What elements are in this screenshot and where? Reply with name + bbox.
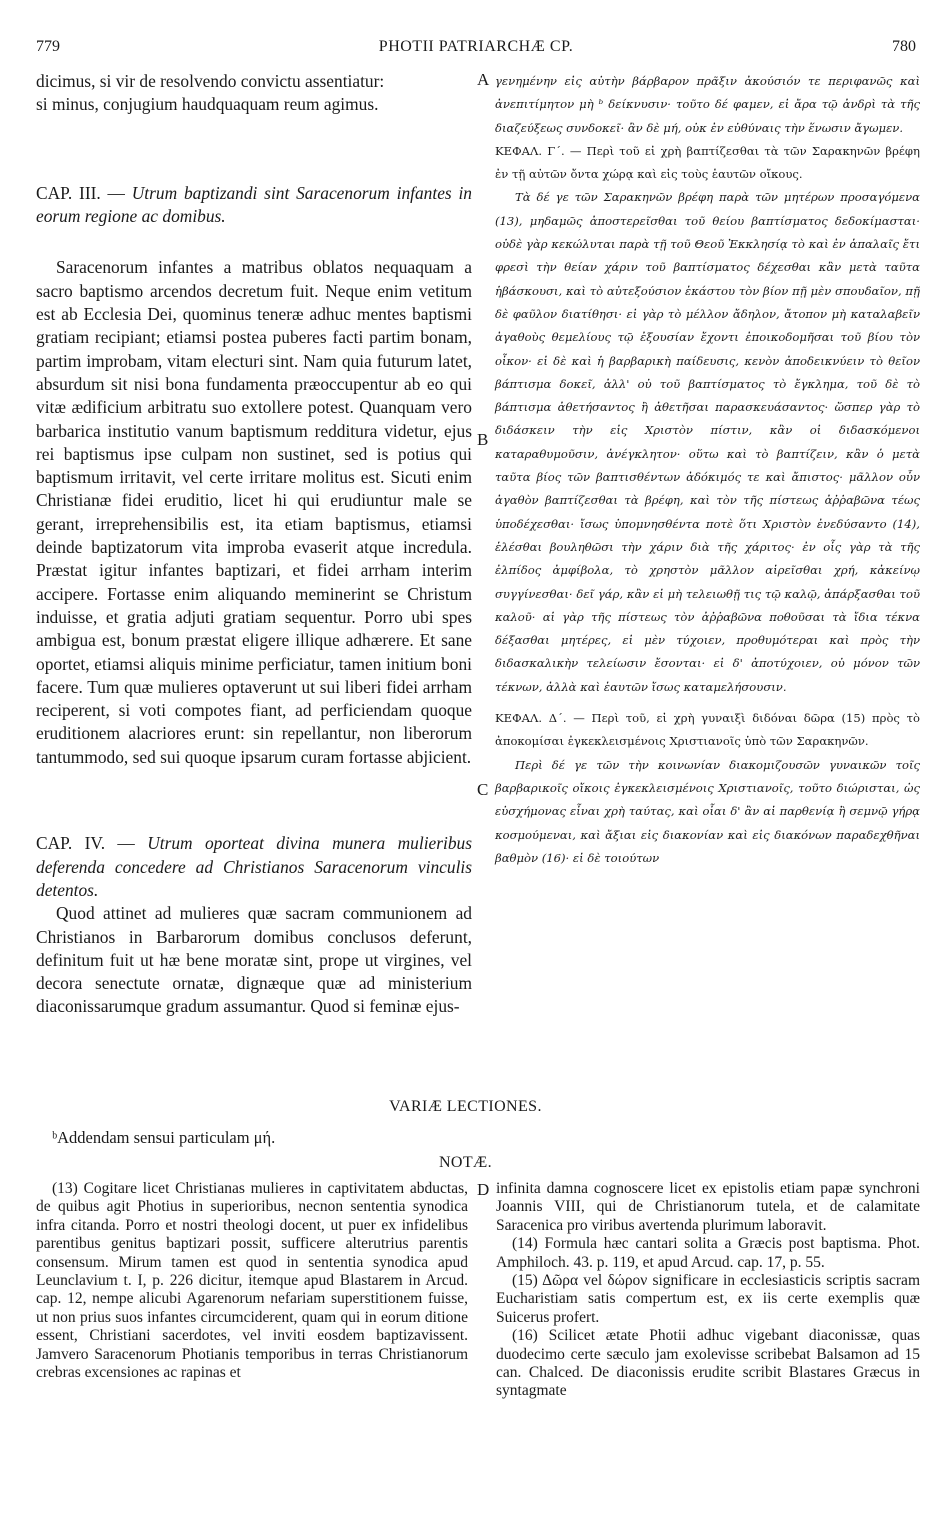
notes-left-column: [36, 1180, 468, 1382]
page-header: [36, 38, 916, 62]
latin-cap4-text: Quod attinet ad mulieres quæ sacram communionem ad Christianos in Barbarorum domibus conclusos deferunt, definitum fuit ut hæ bene moratæ sint, prope ut virgines, vel decora senectute ornatæ, dignæque quæ ad ministerium diaconissarumque gradum assumantur. Quod si feminæ ejus-: [36, 903, 472, 1017]
variae-lectiones-heading: VARIÆ LECTIONES.: [389, 1098, 542, 1115]
margin-letter-b: B: [477, 430, 489, 449]
greek-cap4-text: Περὶ δέ γε τῶν τὴν κοινωνίαν διακομιζουσῶν γυναικῶν τοῖς βαρβαρικοῖς οἴκοις ἐγκεκλεισμένοις Χριστιανοῖς, τοῦτο διώρισται, ὡς εὐσχήμονας εἶναι χρὴ ταύτας, καὶ οἷαι δ' ἂν αἱ παρθενίᾳ ἢ σεμνῷ γήρᾳ κοσμούμεναι, καὶ ἄξιαι εἰς διακονίαν καὶ εἰς διακόνων παραδεχθῆναι βαθμὸν (16)· εἰ δὲ τοιούτων: [495, 757, 920, 865]
note-15: (15) Δῶρα vel δώρον significare in ecclesiasticis scriptis sacram Eucharistiam satis compertum est, ex iis certe exemplis quæ Suicerus profert.: [496, 1272, 920, 1326]
latin-cap3-label: CAP. III. —: [36, 182, 132, 203]
variant-reading: ᵇAddendam sensui particulam μή.: [52, 1128, 276, 1147]
greek-intro: γενημένην εἰς αὐτὴν βάρβαρον πρᾶξιν ἀκούσιόν τε περιφανῶς καὶ ἀνεπιτίμητον μὴ ᵇ δείκνυσιν· τοῦτο δέ φαμεν, εἰ ἄρα τῷ ἀνδρὶ τὰ τῆς διαζεύξεως συνδοκεῖ· ἂν δὲ μή, οὐκ ἐν εὐθύναις τὴν ἕνωσιν ἄγωμεν.: [495, 74, 920, 135]
margin-letter-d: D: [477, 1180, 490, 1199]
greek-cap4-heading: ΚΕΦΑΛ. Δ΄. — Περὶ τοῦ, εἰ χρὴ γυναιξὶ διδόναι δῶρα (15) πρὸς τὸ ἀποκομίσαι ἐγκεκλεισμένοις Χριστιανοῖς ὑπὸ τῶν Σαρακηνῶν.: [495, 711, 920, 749]
note-13-continued: infinita damna cognoscere licet ex epistolis etiam papæ synchroni Joannis VIII, qui de Christianorum tutela, et de calamitate Saracenica pro viribus avertenda plurimum laboravit.: [496, 1180, 920, 1234]
notes-right-column: [496, 1180, 920, 1401]
running-title: PHOTII PATRIARCHÆ CP.: [378, 38, 574, 55]
latin-cap3-title: Utrum baptizandi sint Saracenorum infantes in eorum regione ac domibus.: [36, 182, 472, 227]
note-16: (16) Scilicet ætate Photii adhuc vigebant diaconissæ, quas duodecimo certe sæculo jam exolevisse scribebat Balsamon ad 15 can. Chalced. De diaconissis erudite scribit Blastares Græcus in syntagmate: [496, 1327, 920, 1400]
latin-column: [36, 70, 472, 1019]
margin-letter-a: A: [477, 70, 490, 89]
greek-cap3-text: Τὰ δέ γε τῶν Σαρακηνῶν βρέφη παρὰ τῶν μητέρων προσαγόμενα (13), μηδαμῶς ἀποστερεῖσθαι τοῦ θείου βαπτίσματος δεδοκίμασται· οὐδὲ γὰρ κεκώλυται παρὰ τῇ τοῦ Θεοῦ Ἐκκλησίᾳ τὸ καὶ ἐν ἁπαλαῖς ἔτι φρεσὶ τὴν θείαν χάριν τοῦ βαπτίσματος δέχεσθαι κἂν μετὰ ταῦτα ἡβάσκουσι, καὶ τὸ αὐτεξούσιον ἑκάστου τὸν βίον πῇ μὲν σπουδαῖον, πῇ δὲ φαῦλον διατίθησι· εἰ γὰρ τὸ μέλλον ἄδηλον, ἄτοπον μὴ καταλαβεῖν ἀγαθοὺς θεμελίους τῷ ἐξουσίαν ἔχοντι ἐποικοδομῆσαι τοῦ βίου τὸν οἶκον· εἰ δὲ καὶ ἡ βαρβαρικὴ παίδευσις, κενὸν ἀποδεικνύειν τὸ θεῖον βάπτισμα δοκεῖ, ἀλλ' οὐ τοῦ βαπτίσματος τὸ ἔγκλημα, τοῦ δὲ τὸ βάπτισμα ἀθετήσαντος ἢ ἀθετῆσαι παρασκευάσαντος· ὥσπερ γὰρ τὸ διδάσκειν τὴν εἰς Χριστὸν πίστιν, κἂν οἱ διδασκόμενοι καταραθυμοῦσιν, ἀνέγκλητον· οὕτω καὶ τὸ βαπτίζειν, κἂν ὁ μετὰ ταῦτα βίος τῶν βαπτισθέντων ἀδόκιμός τε καὶ ἄπιστος· μᾶλλον οὖν ἀγαθὸν βαπτίζεσθαι τὰ βρέφη, καὶ τὸν τῆς πίστεως ἀῤῥαβῶνα τέως ὑποδέχεσθαι· ἴσως ὑπομνησθέντα ποτὲ ὅτι Χριστὸν ἐνεδύσαντο (14), ἑλέσθαι βουληθῶσι τὴν χάριν διὰ τῆς χάριτος· ἐν οἷς γὰρ τὰ τῆς ἐλπίδος ἀμφίβολα, τὸ χρηστὸν μᾶλλον αἱρεῖσθαι χρή, κἀκείνῳ συγγίνεσθαι· δεῖ γάρ, κἂν εἰ μὴ τελειωθῇ τις τῷ καλῷ, ἀπάρξασθαι τοῦ καλοῦ· αἱ γὰρ τῆς πίστεως τὸν ἀῤῥαβῶνα ποθοῦσαι τὰ ἴδια τέκνα δέξασθαι μητέρες, εἰ μὲν τύχοιεν, προθυμότεραι καὶ πρὸς τὴν διδασκαλικὴν τελείωσιν ἔσονται· εἰ δ' ἀποτύχοιεν, οὐ μόνον τῶν τέκνων, ἀλλὰ καὶ ἑαυτῶν ἴσως καταμελήσουσιν.: [495, 190, 920, 694]
notae-heading: NOTÆ.: [438, 1154, 493, 1171]
greek-cap3-heading: ΚΕΦΑΛ. Γ΄. — Περὶ τοῦ εἰ χρὴ βαπτίζεσθαι τὰ τῶν Σαρακηνῶν βρέφη ἐν τῇ αὐτῶν ὄντα χώρᾳ καὶ εἰς τοὺς ἑαυτῶν οἴκους.: [495, 143, 920, 182]
latin-cap4-heading: [36, 809, 472, 902]
right-page-number: 780: [892, 38, 916, 55]
margin-letter-c: C: [477, 780, 489, 799]
latin-intro: dicimus, si vir de resolvendo convictu assentiatur: si minus, conjugium haudquaquam reum agimus.: [36, 71, 385, 115]
note-13: (13) Cogitare licet Christianas mulieres in captivitatem abductas, de quibus agit Photius in superioribus, necnon sententia synodica infra citanda. Porro et nostri theologi docent, ut puer ex infidelibus parentibus genitus baptizari possit, sufficere alterutrius parentis consensum. Mirum tamen est quod in sententia synodica apud Leunclavium t. I, p. 226 dicitur, itemque apud Blastarem in Arcud. cap. 12, nempe alicubi Agarenorum nefariam superstitionem fuisse, ut non prius suos infantes circumciderent, quam qui in eorum ditione essent, Christiani sacerdotes, vel inviti eosdem baptizavissent. Jamvero Saracenorum Photianis temporibus in terras Christianorum crebras excensiones ac rapinas et: [36, 1180, 468, 1382]
latin-cap4-title: Utrum oporteat divina munera mulieribus deferenda concedere ad Christianos Saracenorum vinculis detentos.: [36, 833, 473, 900]
left-page-number: 779: [36, 38, 60, 55]
note-14: (14) Formula hæc cantari solita a Græcis post baptisma. Phot. Amphiloch. 43. p. 119, et apud Arcud. cap. 17, p. 55.: [496, 1235, 920, 1271]
latin-cap4-label: CAP. IV. —: [36, 833, 148, 854]
greek-column: [495, 70, 920, 870]
latin-cap3-heading: [36, 159, 472, 229]
latin-cap3-text: Saracenorum infantes a matribus oblatos nequaquam a sacro baptismo arcendos decretum fuit. Neque enim vetitum est ab Ecclesia Dei, quominus teneræ adhuc mentes baptismi gratiam recipiant; etiamsi postea puberes facti partim bonam, partim improbam, vitam electuri sint. Nam quia futurum latet, absurdum sit nisi bona fundamenta præoccupentur ab eo qui vitæ ædificium arbitratu suo extollere potest. Quanquam vero barbarica institutio vanum baptismum redditura videtur, ejus rei baptismus ipse culpam non sustinet, sed is potius qui baptismum irritavit, vel certe irritare molitus est. Sicuti enim Christianæ fidei eruditio, licet hi qui erudiuntur male se gerant, irreprehensibilis est, ita etiam baptismus, etiamsi deinde baptizatorum vita improba evaserit atque incredula. Præstat igitur infantes baptizari, et fidei arrham interim accipere. Fortasse enim aliquando meminerint se Christum induisse, et gratia adjuti gratiam sequentur. Porro ubi spes ambigua est, bonum præstat eligere illique adhærere. Et sane oportet, etiamsi aliquis minime perficiatur, tamen initium boni facere. Tum quæ mulieres optaverunt ut sui liberi fidei arrham reciperent, si voti compotes fiant, ad perficiendam quoque eruditionem alacriores erunt: sin repellantur, non liberorum tantummodo, sed sui quoque ipsarum curam fortasse abjicient.: [36, 257, 472, 767]
